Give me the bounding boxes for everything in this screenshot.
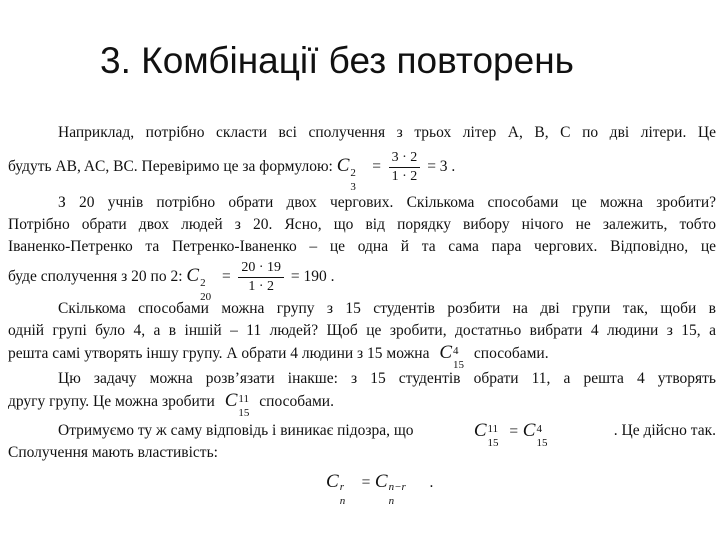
- p5-c-symbol-b: C: [522, 420, 536, 441]
- p1-fraction-den: 1 · 2: [391, 168, 418, 184]
- p2-c-symbol: C: [186, 265, 200, 286]
- paragraph-5-line-1: [58, 420, 716, 450]
- paragraph-2-line-3: Іваненко-Петренко та Петренко-Іваненко – це одна й та сама пара чергових. Відповідно, це: [8, 238, 716, 255]
- p2-c-sub: 20: [200, 291, 212, 304]
- p1-text: будуть AB, AC, BC. Перевіримо це за формулою:: [8, 158, 333, 175]
- p3-c-symbol: C: [439, 342, 453, 363]
- paragraph-4-line-1: Цю задачу можна розв’язати інакше: з 15 студентів обрати 11, а решта 4 утворять: [58, 370, 716, 387]
- p4-c-symbol: C: [224, 390, 238, 411]
- p5-a-sub: 15: [487, 437, 499, 450]
- paragraph-2-line-4: [8, 256, 335, 304]
- p2-text: буде сполучення з 20 по 2:: [8, 268, 183, 285]
- p1-c-sup: 2: [350, 167, 356, 180]
- paragraph-1-line-1: Наприклад, потрібно скласти всі сполучення з трьох літер А, В, С по дві літери. Це: [58, 124, 716, 141]
- p5-eq: =: [508, 423, 519, 440]
- paragraph-1-line-2: [8, 146, 456, 194]
- p3-c-sub: 15: [453, 359, 465, 372]
- p1-eq: =: [371, 158, 382, 175]
- p2-fraction-den: 1 · 2: [248, 278, 274, 294]
- p2-result: = 190 .: [290, 268, 335, 285]
- p3-text: решта самі утворять іншу групу. А обрати 4 людини з 15 можна: [8, 345, 430, 362]
- slide-title: 3. Комбінації без повторень: [100, 40, 574, 81]
- p2-c-sup: 2: [200, 277, 206, 290]
- p5-a-sup: 11: [487, 423, 499, 436]
- p1-fraction-num: 3 · 2: [389, 149, 421, 168]
- property-formula: [326, 464, 434, 508]
- p3-c-sup: 4: [453, 345, 459, 358]
- p5-b-sub: 15: [536, 437, 548, 450]
- p4-symbol: [224, 390, 260, 420]
- p1-result: = 3 .: [427, 158, 456, 175]
- property-c-left: C: [326, 471, 339, 492]
- p5-b-sup: 4: [536, 423, 542, 436]
- p1-c-sub: 3: [350, 181, 356, 194]
- p4-c-sup: 11: [238, 393, 249, 406]
- property-end: .: [429, 474, 434, 491]
- p3-tail: способами.: [473, 345, 549, 362]
- p4-c-sub: 15: [238, 407, 250, 420]
- paragraph-2-line-2: Потрібно обрати двох людей з 20. Ясно, що від порядку вибору нічого не залежить, тобто: [8, 216, 716, 233]
- p5-tail: . Це дійсно так.: [613, 422, 716, 439]
- p2-fraction-num: 20 · 19: [238, 259, 284, 278]
- paragraph-3-line-3: [8, 342, 549, 372]
- property-eq: =: [360, 474, 372, 491]
- p4-tail: способами.: [259, 393, 334, 410]
- paragraph-5-line-2: Сполучення мають властивість:: [8, 444, 218, 461]
- p5-text: Отримуємо ту ж саму відповідь і виникає підозра, що: [58, 422, 414, 439]
- p1-c-symbol: C: [336, 155, 350, 176]
- property-c-right: C: [374, 471, 388, 492]
- p4-text: другу групу. Це можна зробити: [8, 393, 215, 410]
- property-right-sub: n: [388, 495, 395, 508]
- property-left-sub: n: [339, 495, 346, 508]
- property-left-sup: r: [339, 481, 344, 494]
- paragraph-3-line-1: Скількома способами можна групу з 15 студентів розбити на дві групи так, щоби в: [58, 300, 716, 317]
- p3-symbol: [439, 342, 474, 372]
- paragraph-4-line-2: [8, 390, 334, 420]
- p2-fraction: [238, 259, 284, 296]
- paragraph-2-line-1: З 20 учнів потрібно обрати двох чергових. Скількома способами це можна зробити?: [58, 194, 716, 211]
- p2-eq: =: [220, 268, 232, 285]
- paragraph-3-line-2: одній групі було 4, а в іншій – 11 людей? Щоб це зробити, достатньо вибрати 4 людини з 15, а: [8, 322, 716, 339]
- p1-fraction: [389, 149, 421, 186]
- p5-c-symbol-a: C: [473, 420, 487, 441]
- p5-identity: [473, 420, 554, 450]
- property-right-sup: n−r: [388, 481, 406, 494]
